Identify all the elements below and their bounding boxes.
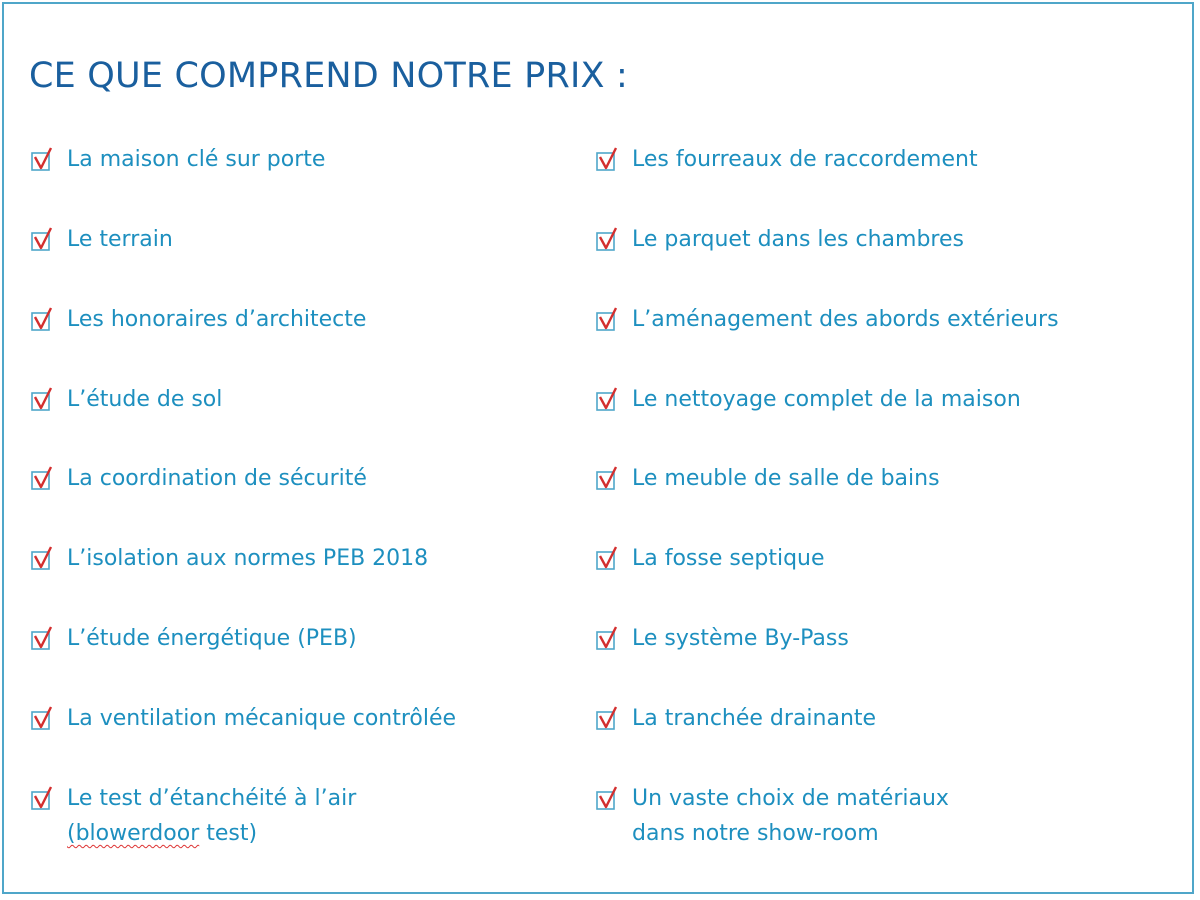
list-item-line-1: Le test d’étanchéité à l’air <box>67 786 357 811</box>
checked-box-icon <box>594 545 624 573</box>
checked-box-icon <box>594 306 624 334</box>
list-item-label: Les honoraires d’architecte <box>67 307 367 332</box>
list-item-label: La ventilation mécanique contrôlée <box>67 706 457 731</box>
list-item-label: La maison clé sur porte <box>67 147 326 172</box>
checked-box-icon <box>29 146 59 174</box>
checked-box-icon <box>29 625 59 653</box>
list-item-line-2: dans notre show-room <box>632 821 879 846</box>
checked-box-icon <box>594 146 624 174</box>
list-item-line-1: Un vaste choix de matériaux <box>632 786 949 811</box>
slide-frame <box>2 2 1194 894</box>
list-item-label <box>632 781 949 851</box>
list-item-label: Les fourreaux de raccordement <box>632 147 978 172</box>
list-item-label: L’étude de sol <box>67 387 223 412</box>
list-item <box>594 708 876 736</box>
list-item-label: Le parquet dans les chambres <box>632 227 964 252</box>
checked-box-icon <box>594 226 624 254</box>
list-item <box>29 468 367 496</box>
list-item <box>29 548 428 576</box>
list-item-label: Le nettoyage complet de la maison <box>632 387 1021 412</box>
list-item <box>594 389 1021 417</box>
list-item-label: L’aménagement des abords extérieurs <box>632 307 1059 332</box>
checked-box-icon <box>29 465 59 493</box>
checked-box-icon <box>29 386 59 414</box>
checked-box-icon <box>29 226 59 254</box>
checked-box-icon <box>29 705 59 733</box>
checked-box-icon <box>594 386 624 414</box>
spellcheck-underlined-word: (blowerdoor <box>67 821 200 846</box>
list-item <box>594 309 1059 337</box>
checked-box-icon <box>594 785 624 813</box>
list-item <box>29 389 222 417</box>
list-item <box>594 468 940 496</box>
checked-box-icon <box>594 625 624 653</box>
list-item-label: Le système By-Pass <box>632 626 849 651</box>
list-item-label: La coordination de sécurité <box>67 466 367 491</box>
page-title: CE QUE COMPREND NOTRE PRIX : <box>29 56 628 96</box>
list-item <box>29 788 356 851</box>
list-item-label: L’étude énergétique (PEB) <box>67 626 357 651</box>
list-item-label: La fosse septique <box>632 546 825 571</box>
list-item <box>594 229 964 257</box>
list-item <box>594 628 849 656</box>
list-item <box>29 628 357 656</box>
list-item <box>29 229 173 257</box>
list-item-label <box>67 781 356 851</box>
checked-box-icon <box>29 785 59 813</box>
list-item-line-2-rest: test) <box>199 821 258 846</box>
checked-box-icon <box>29 545 59 573</box>
list-item-line-2 <box>67 816 356 851</box>
list-item <box>29 708 456 736</box>
list-item <box>29 309 366 337</box>
list-item <box>594 788 949 851</box>
list-item-label: L’isolation aux normes PEB 2018 <box>67 546 429 571</box>
list-item-label: Le terrain <box>67 227 173 252</box>
list-item <box>594 149 978 177</box>
list-item-label: La tranchée drainante <box>632 706 877 731</box>
checked-box-icon <box>29 306 59 334</box>
list-item-label: Le meuble de salle de bains <box>632 466 940 491</box>
checked-box-icon <box>594 465 624 493</box>
checked-box-icon <box>594 705 624 733</box>
list-item <box>594 548 825 576</box>
list-item <box>29 149 325 177</box>
